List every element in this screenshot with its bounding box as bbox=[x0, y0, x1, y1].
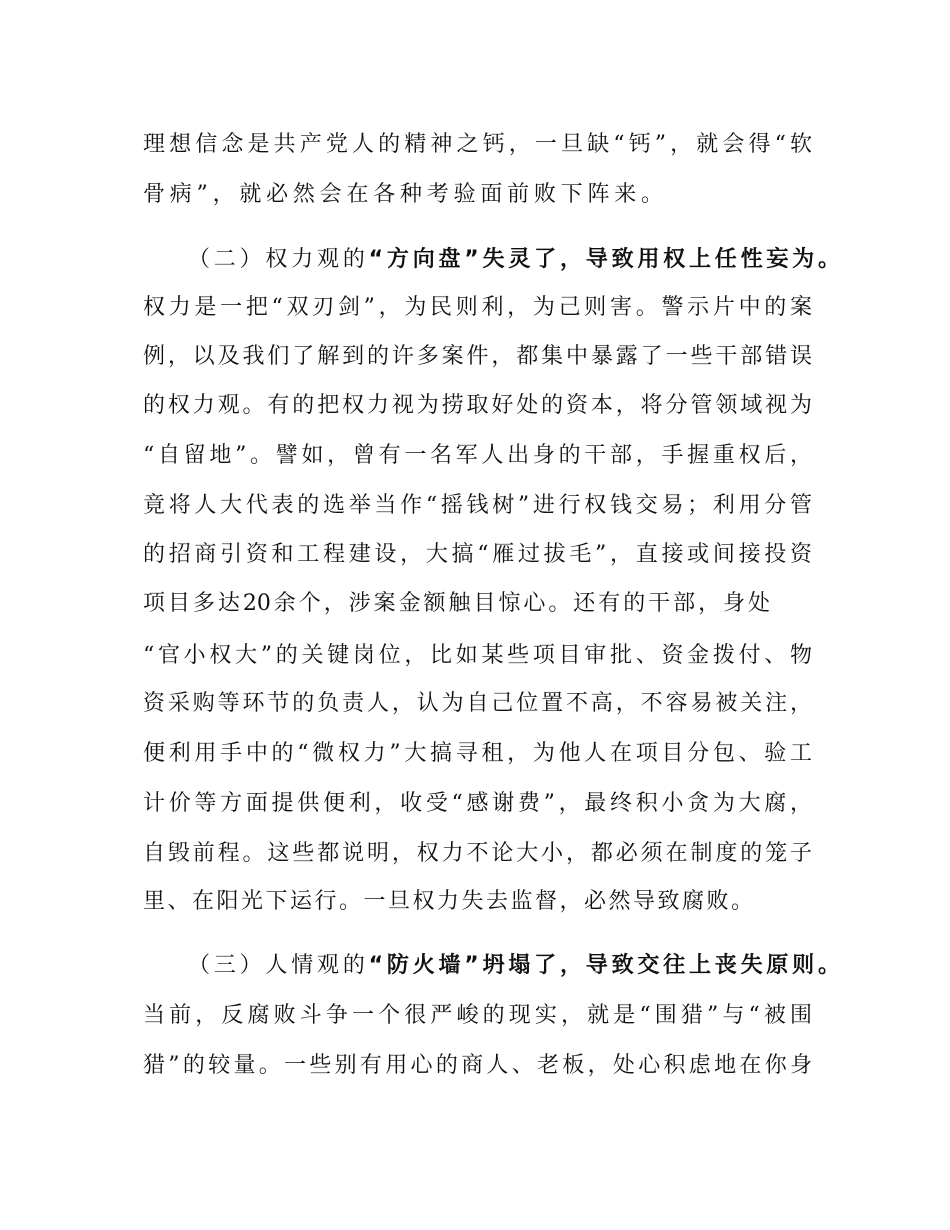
text-line: 当前，反腐败斗争一个很严峻的现实，就是“围猎”与“被围 bbox=[143, 1003, 812, 1028]
text-line: 理想信念是共产党人的精神之钙，一旦缺“钙”，就会得“软 bbox=[143, 132, 812, 157]
heading-bold: “方向盘”失灵了，导致用权上任性妄为。 bbox=[368, 247, 840, 272]
text-line: 例，以及我们了解到的许多案件，都集中暴露了一些干部错误 bbox=[143, 344, 812, 369]
heading-prefix: （二）权力观的 bbox=[188, 247, 369, 272]
text-line: “自留地”。譬如，曾有一名军人出身的干部，手握重权后， bbox=[143, 443, 812, 468]
heading-bold: “防火墙”坍塌了，导致交往上丧失原则。 bbox=[368, 953, 840, 978]
text-line: 计价等方面提供便利，收受“感谢费”，最终积小贪为大腐， bbox=[143, 791, 812, 816]
text-line: 竟将人大代表的选举当作“摇钱树”进行权钱交易；利用分管 bbox=[143, 493, 812, 518]
section-heading-2 bbox=[188, 246, 840, 274]
text-line: 权力是一把“双刃剑”，为民则利，为己则害。警示片中的案 bbox=[143, 295, 812, 320]
text-line: 的权力观。有的把权力视为捞取好处的资本，将分管领域视为 bbox=[143, 393, 812, 418]
text-line: “官小权大”的关键岗位，比如某些项目审批、资金拨付、物 bbox=[143, 643, 812, 668]
text-line: 猎”的较量。一些别有用心的商人、老板，处心积虑地在你身 bbox=[143, 1053, 812, 1078]
text-line: 的招商引资和工程建设，大搞“雁过拔毛”，直接或间接投资 bbox=[143, 542, 812, 567]
text-line: 项目多达20余个，涉案金额触目惊心。还有的干部，身处 bbox=[143, 591, 770, 616]
section-heading-3 bbox=[188, 952, 840, 980]
text-line: 便利用手中的“微权力”大搞寻租，为他人在项目分包、验工 bbox=[143, 741, 812, 766]
heading-prefix: （三）人情观的 bbox=[188, 953, 369, 978]
text-line: 资采购等环节的负责人，认为自己位置不高，不容易被关注， bbox=[143, 691, 812, 716]
text-line: 自毁前程。这些都说明，权力不论大小，都必须在制度的笼子 bbox=[143, 841, 812, 866]
text-line: 里、在阳光下运行。一旦权力失去监督，必然导致腐败。 bbox=[143, 889, 753, 914]
text-line: 骨病”，就必然会在各种考验面前败下阵来。 bbox=[143, 182, 663, 207]
